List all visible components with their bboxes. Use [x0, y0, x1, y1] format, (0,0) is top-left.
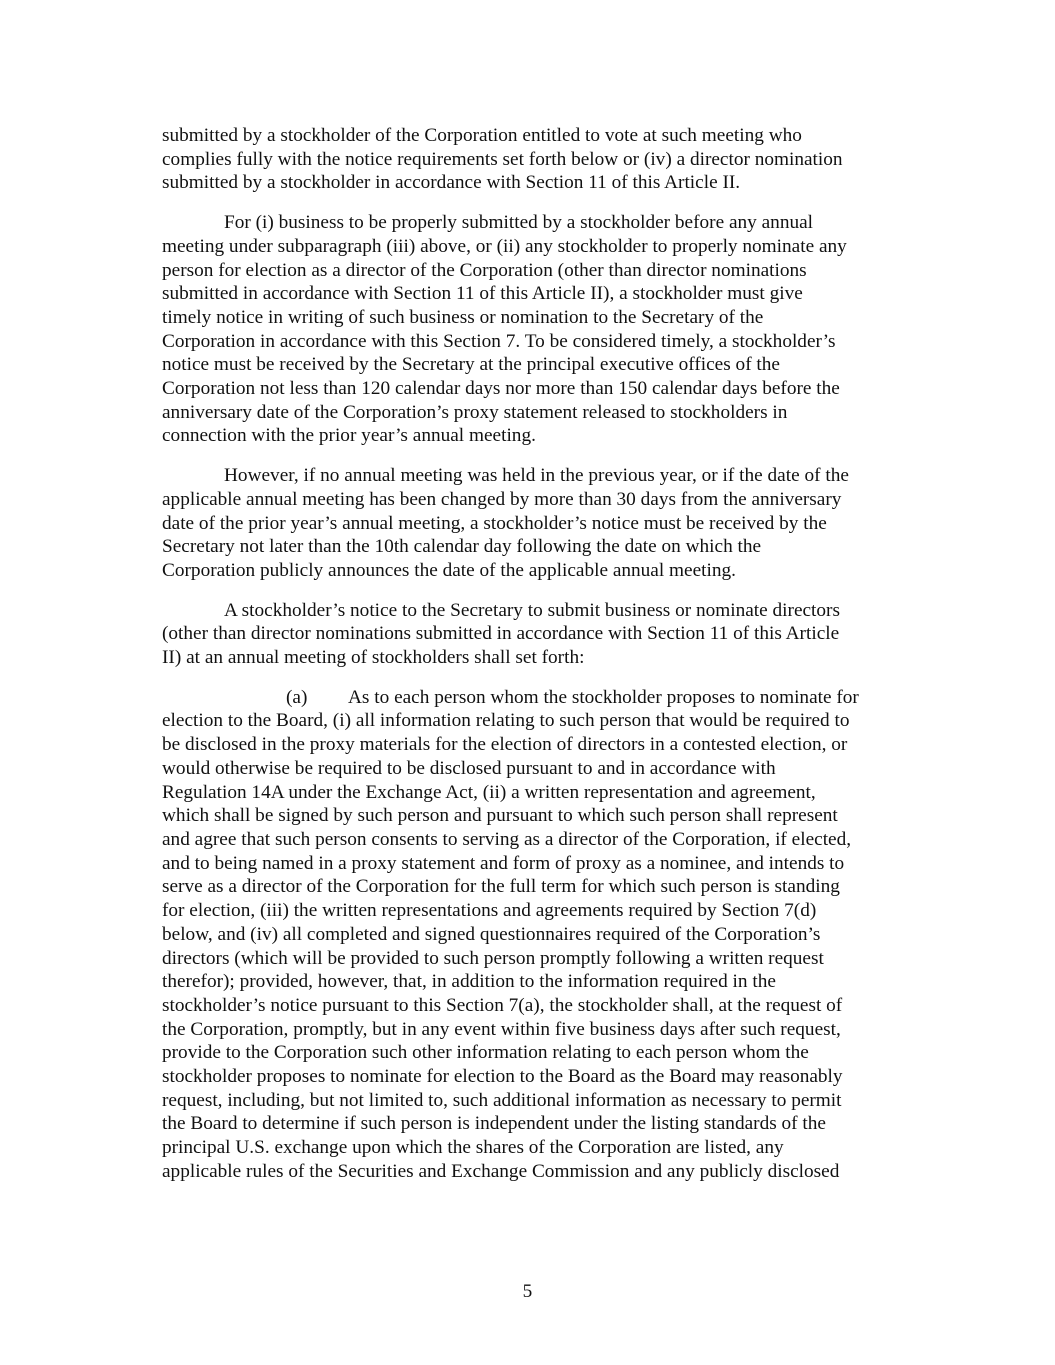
text-line: serve as a director of the Corporation for the full term for which such person is standing — [162, 876, 840, 898]
text-line: provide to the Corporation such other information relating to each person whom the — [162, 1042, 809, 1064]
text-line: which shall be signed by such person and pursuant to which such person shall represent — [162, 805, 838, 827]
text-line-content: As to each person whom the stockholder proposes to nominate for — [348, 686, 859, 708]
text-line: below, and (iv) all completed and signed questionnaires required of the Corporation’s — [162, 923, 821, 945]
text-line: applicable rules of the Securities and Exchange Commission and any publicly disclosed — [162, 1160, 840, 1182]
text-line: stockholder proposes to nominate for election to the Board as the Board may reasonably — [162, 1066, 843, 1088]
document-body — [162, 124, 904, 1200]
text-line: be disclosed in the proxy materials for the election of directors in a contested election, or — [162, 734, 848, 756]
subsection-label: (a) — [286, 686, 308, 708]
paragraph-notice-contents — [162, 599, 904, 670]
text-line: directors (which will be provided to such person promptly following a written request — [162, 947, 824, 969]
text-line: Corporation not less than 120 calendar days nor more than 150 calendar days before the — [162, 378, 840, 400]
text-line: (other than director nominations submitted in accordance with Section 11 of this Article — [162, 623, 840, 645]
paragraph-continued — [162, 124, 904, 195]
text-line: submitted in accordance with Section 11 of this Article II), a stockholder must give — [162, 283, 803, 305]
paragraph-no-annual-meeting — [162, 464, 904, 583]
text-line: election to the Board, (i) all information relating to such person that would be required to — [162, 710, 850, 732]
text-line: and to being named in a proxy statement and form of proxy as a nominee, and intends to — [162, 852, 845, 874]
text-line: the Corporation, promptly, but in any event within five business days after such request, — [162, 1018, 841, 1040]
text-line: Regulation 14A under the Exchange Act, (ii) a written representation and agreement, — [162, 781, 816, 803]
text-line: stockholder’s notice pursuant to this Section 7(a), the stockholder shall, at the request of — [162, 994, 843, 1016]
text-line: For (i) business to be properly submitted by a stockholder before any annual — [224, 212, 814, 234]
text-line: However, if no annual meeting was held in the previous year, or if the date of the — [224, 465, 849, 487]
text-line: complies fully with the notice requirements set forth below or (iv) a director nomination — [162, 148, 843, 170]
text-line: meeting under subparagraph (iii) above, or (ii) any stockholder to properly nominate any — [162, 235, 847, 257]
text-line: date of the prior year’s annual meeting, a stockholder’s notice must be received by the — [162, 512, 827, 534]
text-line: Corporation in accordance with this Section 7. To be considered timely, a stockholder’s — [162, 330, 836, 352]
text-line: timely notice in writing of such business or nomination to the Secretary of the — [162, 306, 764, 328]
text-line: for election, (iii) the written representations and agreements required by Section 7(d) — [162, 900, 817, 922]
paragraph-timely-notice — [162, 211, 904, 448]
text-line: A stockholder’s notice to the Secretary to submit business or nominate directors — [224, 599, 840, 621]
text-line: principal U.S. exchange upon which the shares of the Corporation are listed, any — [162, 1137, 784, 1159]
text-line: II) at an annual meeting of stockholders shall set forth: — [162, 647, 585, 669]
text-line: applicable annual meeting has been changed by more than 30 days from the anniversary — [162, 488, 842, 510]
text-line — [162, 686, 904, 710]
text-line: notice must be received by the Secretary at the principal executive offices of the — [162, 354, 780, 376]
text-line: person for election as a director of the Corporation (other than director nominations — [162, 259, 807, 281]
page-number: 5 — [522, 1281, 533, 1302]
text-line: the Board to determine if such person is independent under the listing standards of the — [162, 1113, 826, 1135]
text-line: request, including, but not limited to, such additional information as necessary to permit — [162, 1089, 842, 1111]
text-line: submitted by a stockholder of the Corporation entitled to vote at such meeting who — [162, 125, 802, 146]
text-line: connection with the prior year’s annual meeting. — [162, 425, 536, 447]
text-line: anniversary date of the Corporation’s proxy statement released to stockholders in — [162, 401, 788, 423]
text-line: and agree that such person consents to serving as a director of the Corporation, if elected, — [162, 828, 852, 850]
text-line: Corporation publicly announces the date of the applicable annual meeting. — [162, 559, 736, 581]
paragraph-subsection-a — [162, 686, 904, 1184]
text-line: Secretary not later than the 10th calendar day following the date on which the — [162, 536, 762, 558]
text-line: submitted by a stockholder in accordance with Section 11 of this Article II. — [162, 172, 741, 194]
text-line: therefor); provided, however, that, in addition to the information required in the — [162, 971, 776, 993]
text-line: would otherwise be required to be disclosed pursuant to and in accordance with — [162, 757, 776, 779]
